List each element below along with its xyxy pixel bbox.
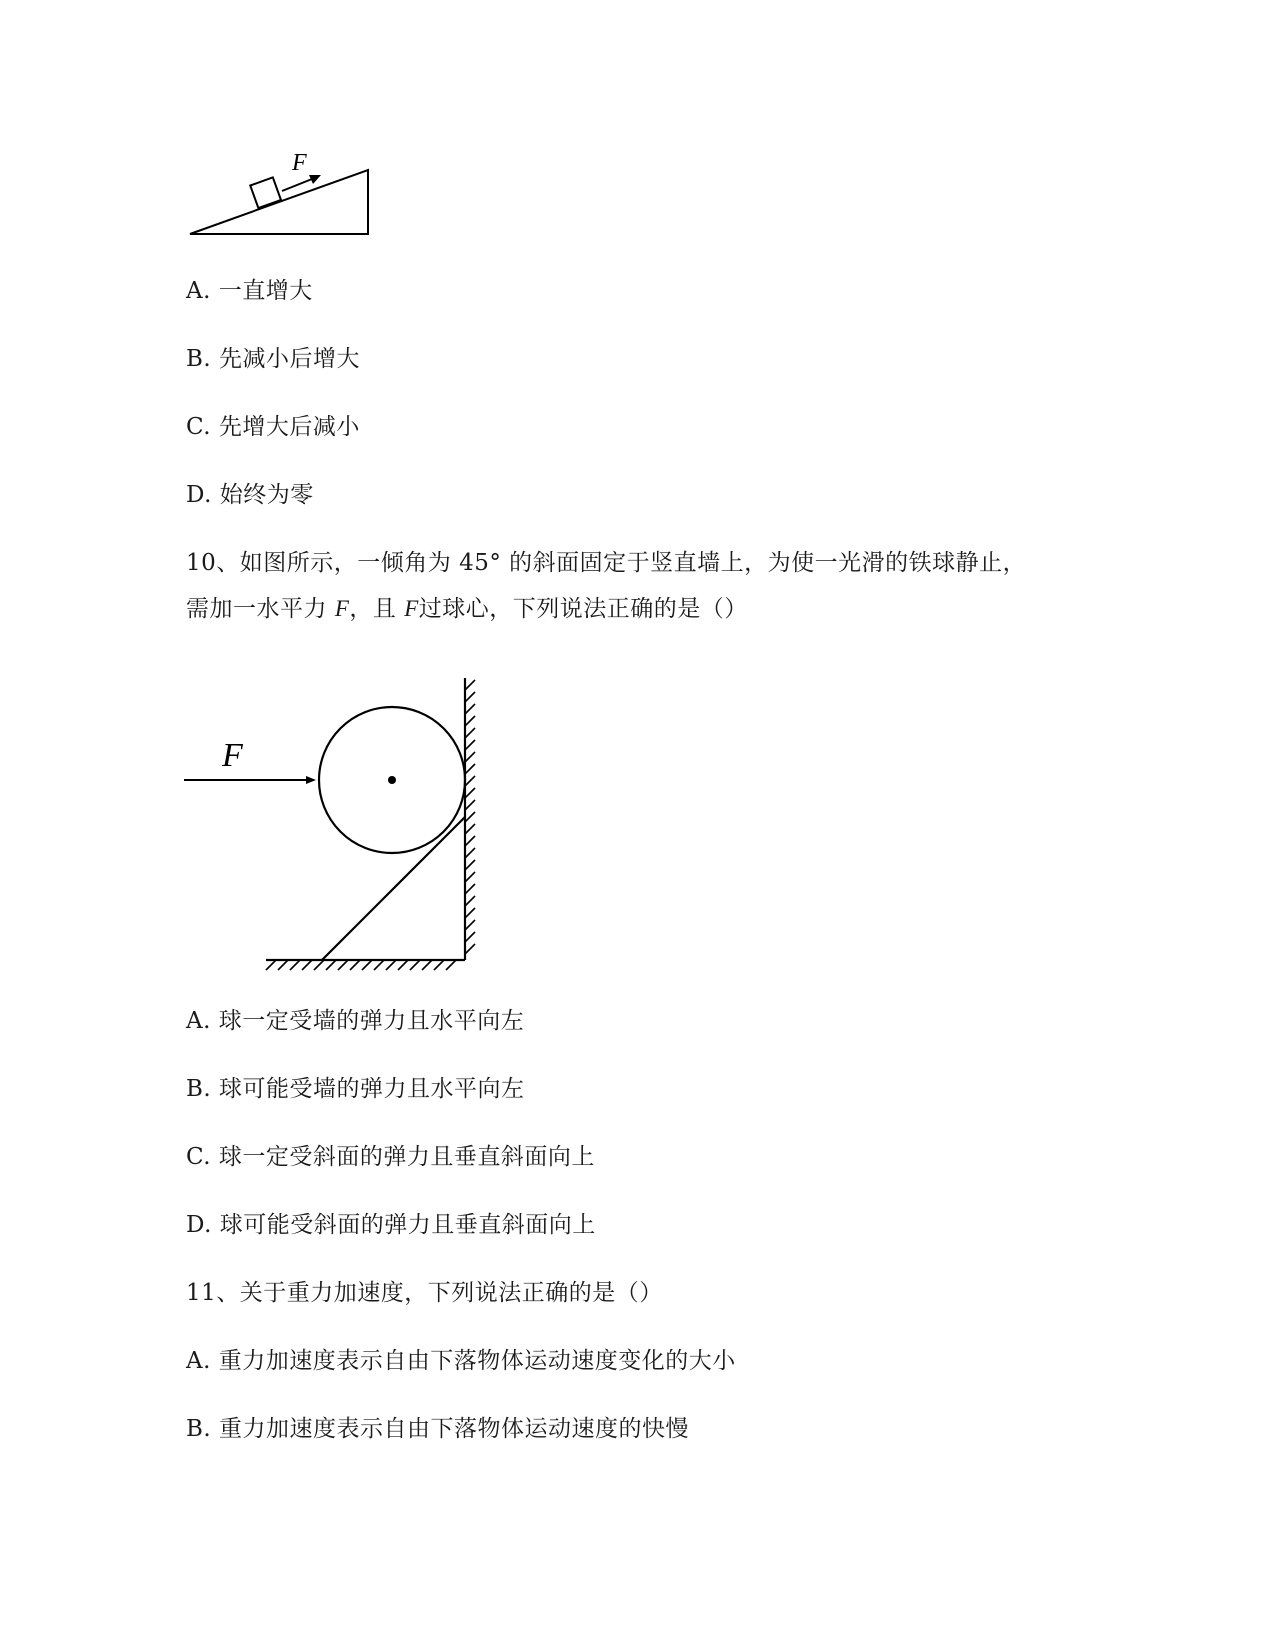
q10-force-symbol: F	[404, 596, 419, 621]
incline-figure	[0, 0, 1275, 260]
q10-stem-text: 需加一水平力	[186, 596, 335, 622]
q10-stem-line1: 10、如图所示，一倾角为 45° 的斜面固定于竖直墙上，为使一光滑的铁球静止，	[186, 550, 1027, 576]
incline-wedge	[190, 170, 368, 234]
q9-option-c: C. 先增大后减小	[186, 414, 360, 440]
q10-stem-line2	[186, 594, 748, 624]
floor-hatching	[266, 960, 456, 970]
q10-option-b: B. 球可能受墙的弹力且水平向左	[186, 1076, 525, 1102]
q9-option-d: D. 始终为零	[186, 482, 314, 508]
q9-option-b: B. 先减小后增大	[186, 346, 361, 372]
q10-option-c: C. 球一定受斜面的弹力且垂直斜面向上	[186, 1144, 595, 1170]
q10-stem-text: 过球心，下列说法正确的是（）	[418, 596, 748, 622]
force-arrow-shaft	[282, 179, 312, 191]
incline-surface	[322, 817, 465, 960]
force-label: F	[222, 737, 243, 774]
ball-center-dot	[388, 776, 396, 784]
q10-stem-text: ，且	[349, 596, 405, 622]
ball-wall-figure	[0, 640, 1275, 1000]
q9-option-a: A. 一直增大	[186, 278, 313, 304]
q10-option-d: D. 球可能受斜面的弹力且垂直斜面向上	[186, 1212, 596, 1238]
q10-force-symbol: F	[334, 596, 350, 621]
force-arrow-head	[306, 776, 316, 784]
q11-option-b: B. 重力加速度表示自由下落物体运动速度的快慢	[186, 1416, 690, 1442]
wall-hatching	[465, 680, 475, 954]
force-label: F	[292, 150, 307, 176]
q10-option-a: A. 球一定受墙的弹力且水平向左	[186, 1008, 525, 1034]
q11-option-a: A. 重力加速度表示自由下落物体运动速度变化的大小	[186, 1348, 736, 1374]
q11-stem: 11、关于重力加速度，下列说法正确的是（）	[186, 1280, 663, 1306]
